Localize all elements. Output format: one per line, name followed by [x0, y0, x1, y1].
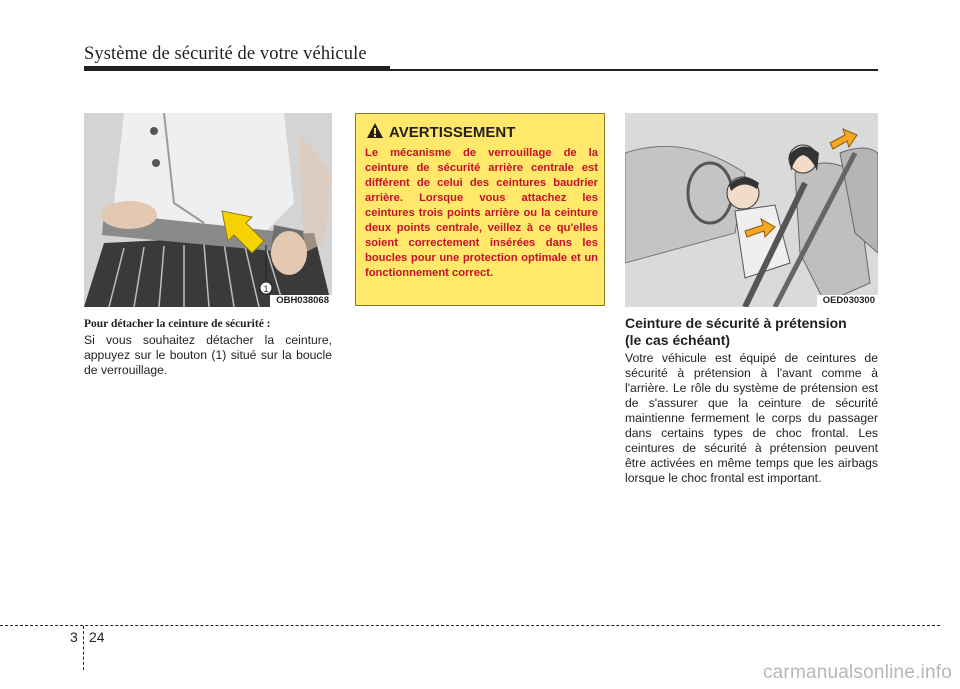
pretensioner-figure	[625, 113, 878, 307]
figure-code-left: OBH038068	[270, 295, 332, 307]
pretensioner-heading	[625, 315, 880, 349]
pretensioner-heading-line1: Ceinture de sécurité à prétension	[625, 315, 847, 331]
unbuckle-caption: Pour détacher la ceinture de sécurité :	[84, 318, 271, 330]
warning-box	[355, 113, 605, 306]
header-rule-thick	[84, 66, 390, 71]
warning-text: Le mécanisme de verrouillage de la ceinture de sécurité arrière centrale est différent de celui des ceintures baudrier arrière. Lorsque vous attachez les ceintures trois points arrière ou la ceinture deux points centrale, veillez à ce qu'elles soient correctement insérées dans les boucles pour une protection optimale et un fonctionnement correct.	[365, 147, 598, 279]
warning-triangle-icon	[366, 122, 384, 140]
pretensioner-illustration	[625, 113, 878, 307]
warning-title: AVERTISSEMENT	[389, 124, 516, 141]
page-header-title: Système de sécurité de votre véhicule	[84, 44, 367, 64]
header-rule-thin	[390, 69, 878, 71]
footer-divider	[83, 626, 84, 670]
chapter-number: 3	[70, 629, 78, 645]
unbuckle-belt-illustration	[84, 113, 332, 307]
pretensioner-heading-line2: (le cas échéant)	[625, 332, 731, 348]
pretensioner-paragraph: Votre véhicule est équipé de ceintures de sécurité à prétension à l'avant comme à l'arrière. Le rôle du système de prétension est de s'assurer que la ceinture de sécurité maintienne fermement le corps du passager dans certains types de choc frontal. Les ceintures de sécurité à prétension peuvent être activées en même temps que les airbags lorsque le choc frontal est important.	[625, 351, 878, 485]
unbuckle-paragraph: Si vous souhaitez détacher la ceinture, appuyez sur le bouton (1) situé sur la boucle de verrouillage.	[84, 333, 332, 377]
figure-callout-1: 1	[263, 284, 269, 294]
watermark: carmanualsonline.info	[762, 662, 952, 683]
unbuckle-belt-figure	[84, 113, 332, 307]
page-number: 24	[89, 629, 105, 645]
footer-dashed-rule	[0, 625, 940, 626]
figure-code-right: OED030300	[817, 295, 878, 307]
